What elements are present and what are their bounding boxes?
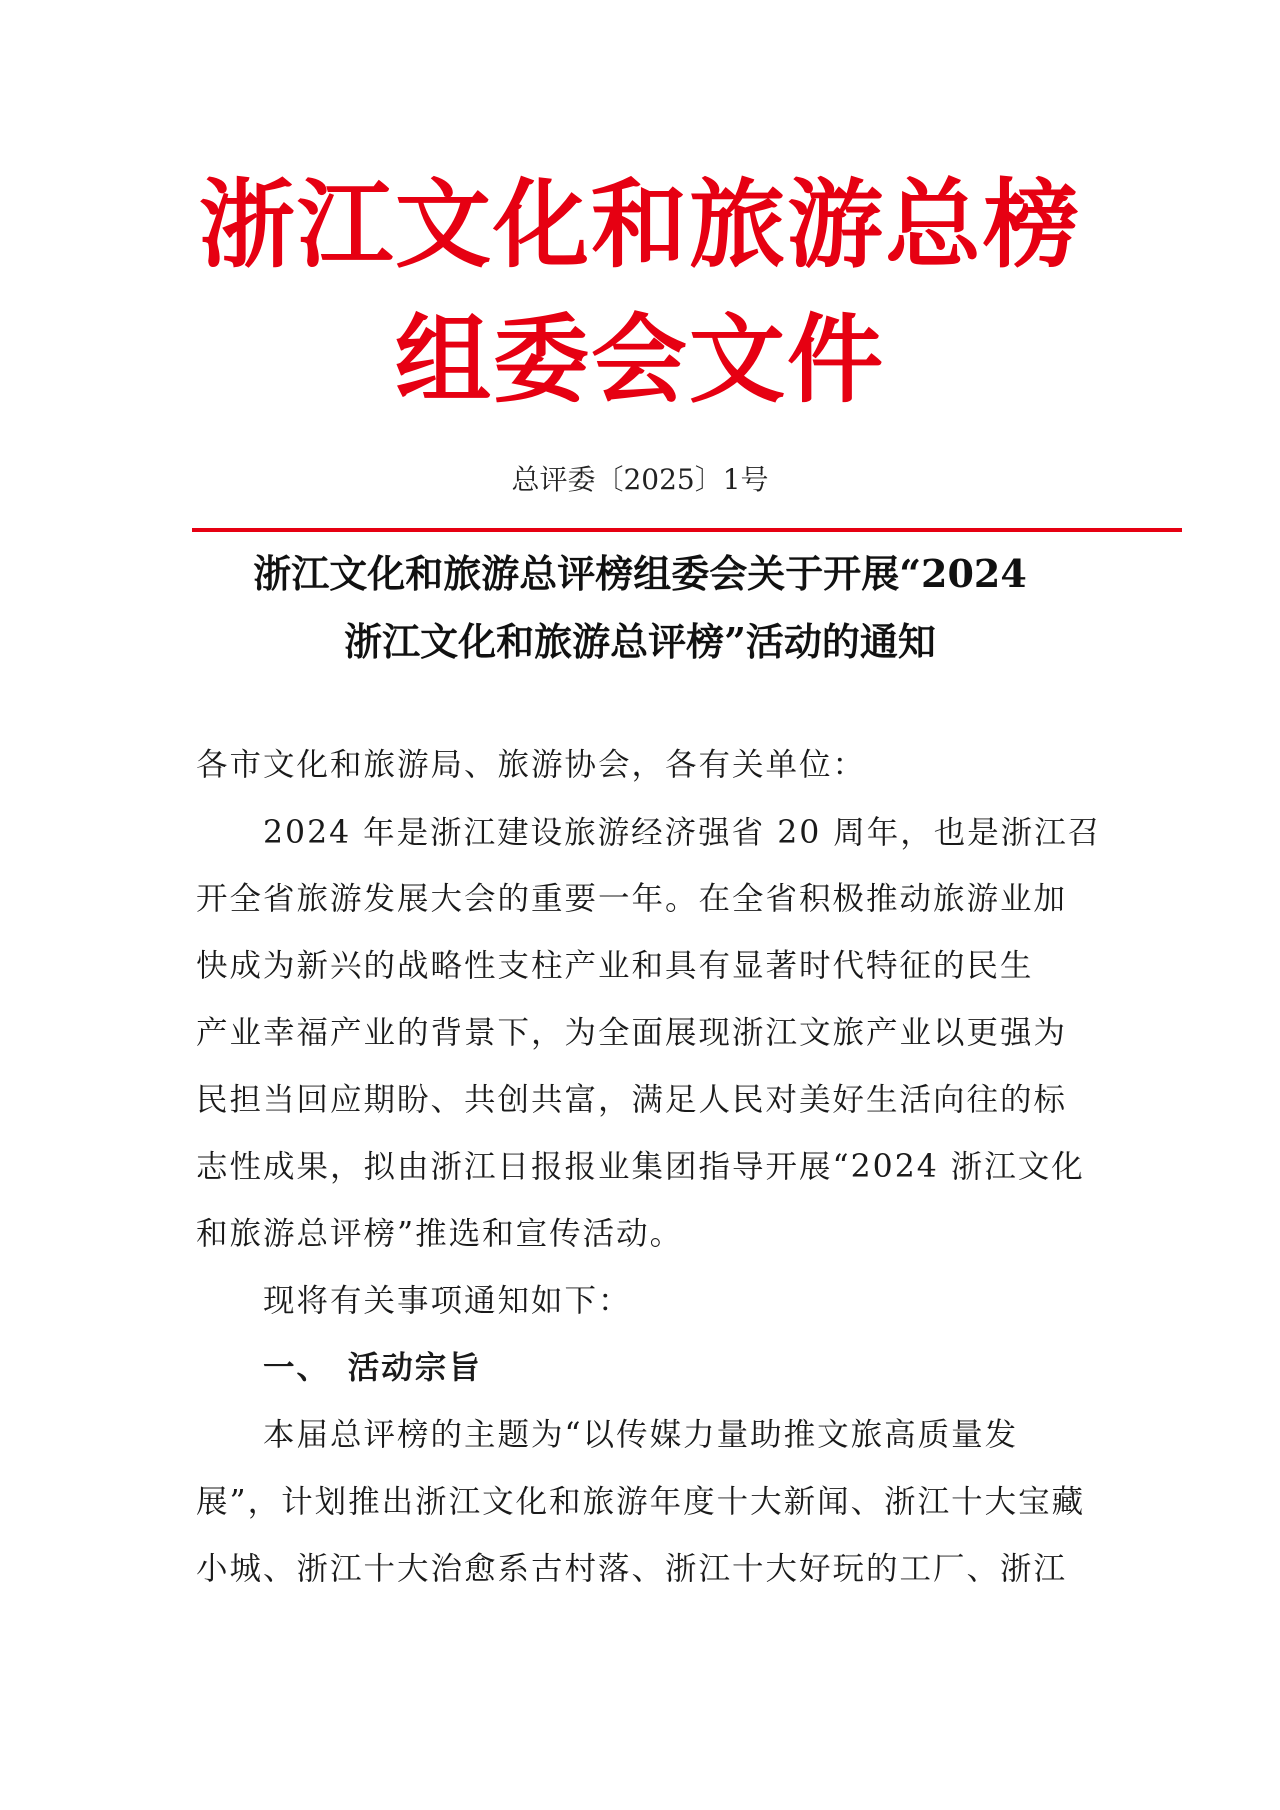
notice-title-line2: 浙江文化和旅游总评榜”活动的通知 (344, 619, 936, 664)
paragraph-line: 产业幸福产业的背景下，为全面展现浙江文旅产业以更强为 (196, 1015, 1068, 1051)
red-divider-line (192, 528, 1182, 532)
document-number: 总评委〔2025〕1号 (511, 463, 769, 496)
paragraph-line: 展”，计划推出浙江文化和旅游年度十大新闻、浙江十大宝藏 (196, 1484, 1086, 1520)
salutation: 各市文化和旅游局、旅游协会，各有关单位： (196, 747, 867, 783)
paragraph-line: 快成为新兴的战略性支柱产业和具有显著时代特征的民生 (196, 948, 1034, 984)
paragraph-line: 2024 年是浙江建设旅游经济强省 20 周年，也是浙江召 (263, 815, 1102, 851)
section-heading: 一、 活动宗旨 (263, 1350, 482, 1386)
paragraph-line: 志性成果，拟由浙江日报报业集团指导开展“2024 浙江文化 (196, 1149, 1085, 1185)
paragraph-line: 和旅游总评榜”推选和宣传活动。 (196, 1216, 684, 1252)
paragraph-line: 本届总评榜的主题为“以传媒力量助推文旅高质量发 (263, 1417, 1019, 1453)
paragraph-line: 开全省旅游发展大会的重要一年。在全省积极推动旅游业加 (196, 881, 1068, 917)
red-header-title-line1: 浙江文化和旅游总榜 (199, 168, 1081, 281)
paragraph-line: 现将有关事项通知如下： (263, 1283, 632, 1319)
paragraph-line: 小城、浙江十大治愈系古村落、浙江十大好玩的工厂、浙江 (196, 1551, 1068, 1587)
paragraph-line: 民担当回应期盼、共创共富，满足人民对美好生活向往的标 (196, 1082, 1068, 1118)
red-header-title-line2: 组委会文件 (395, 303, 885, 416)
notice-title-line1: 浙江文化和旅游总评榜组委会关于开展“2024 (253, 551, 1027, 596)
